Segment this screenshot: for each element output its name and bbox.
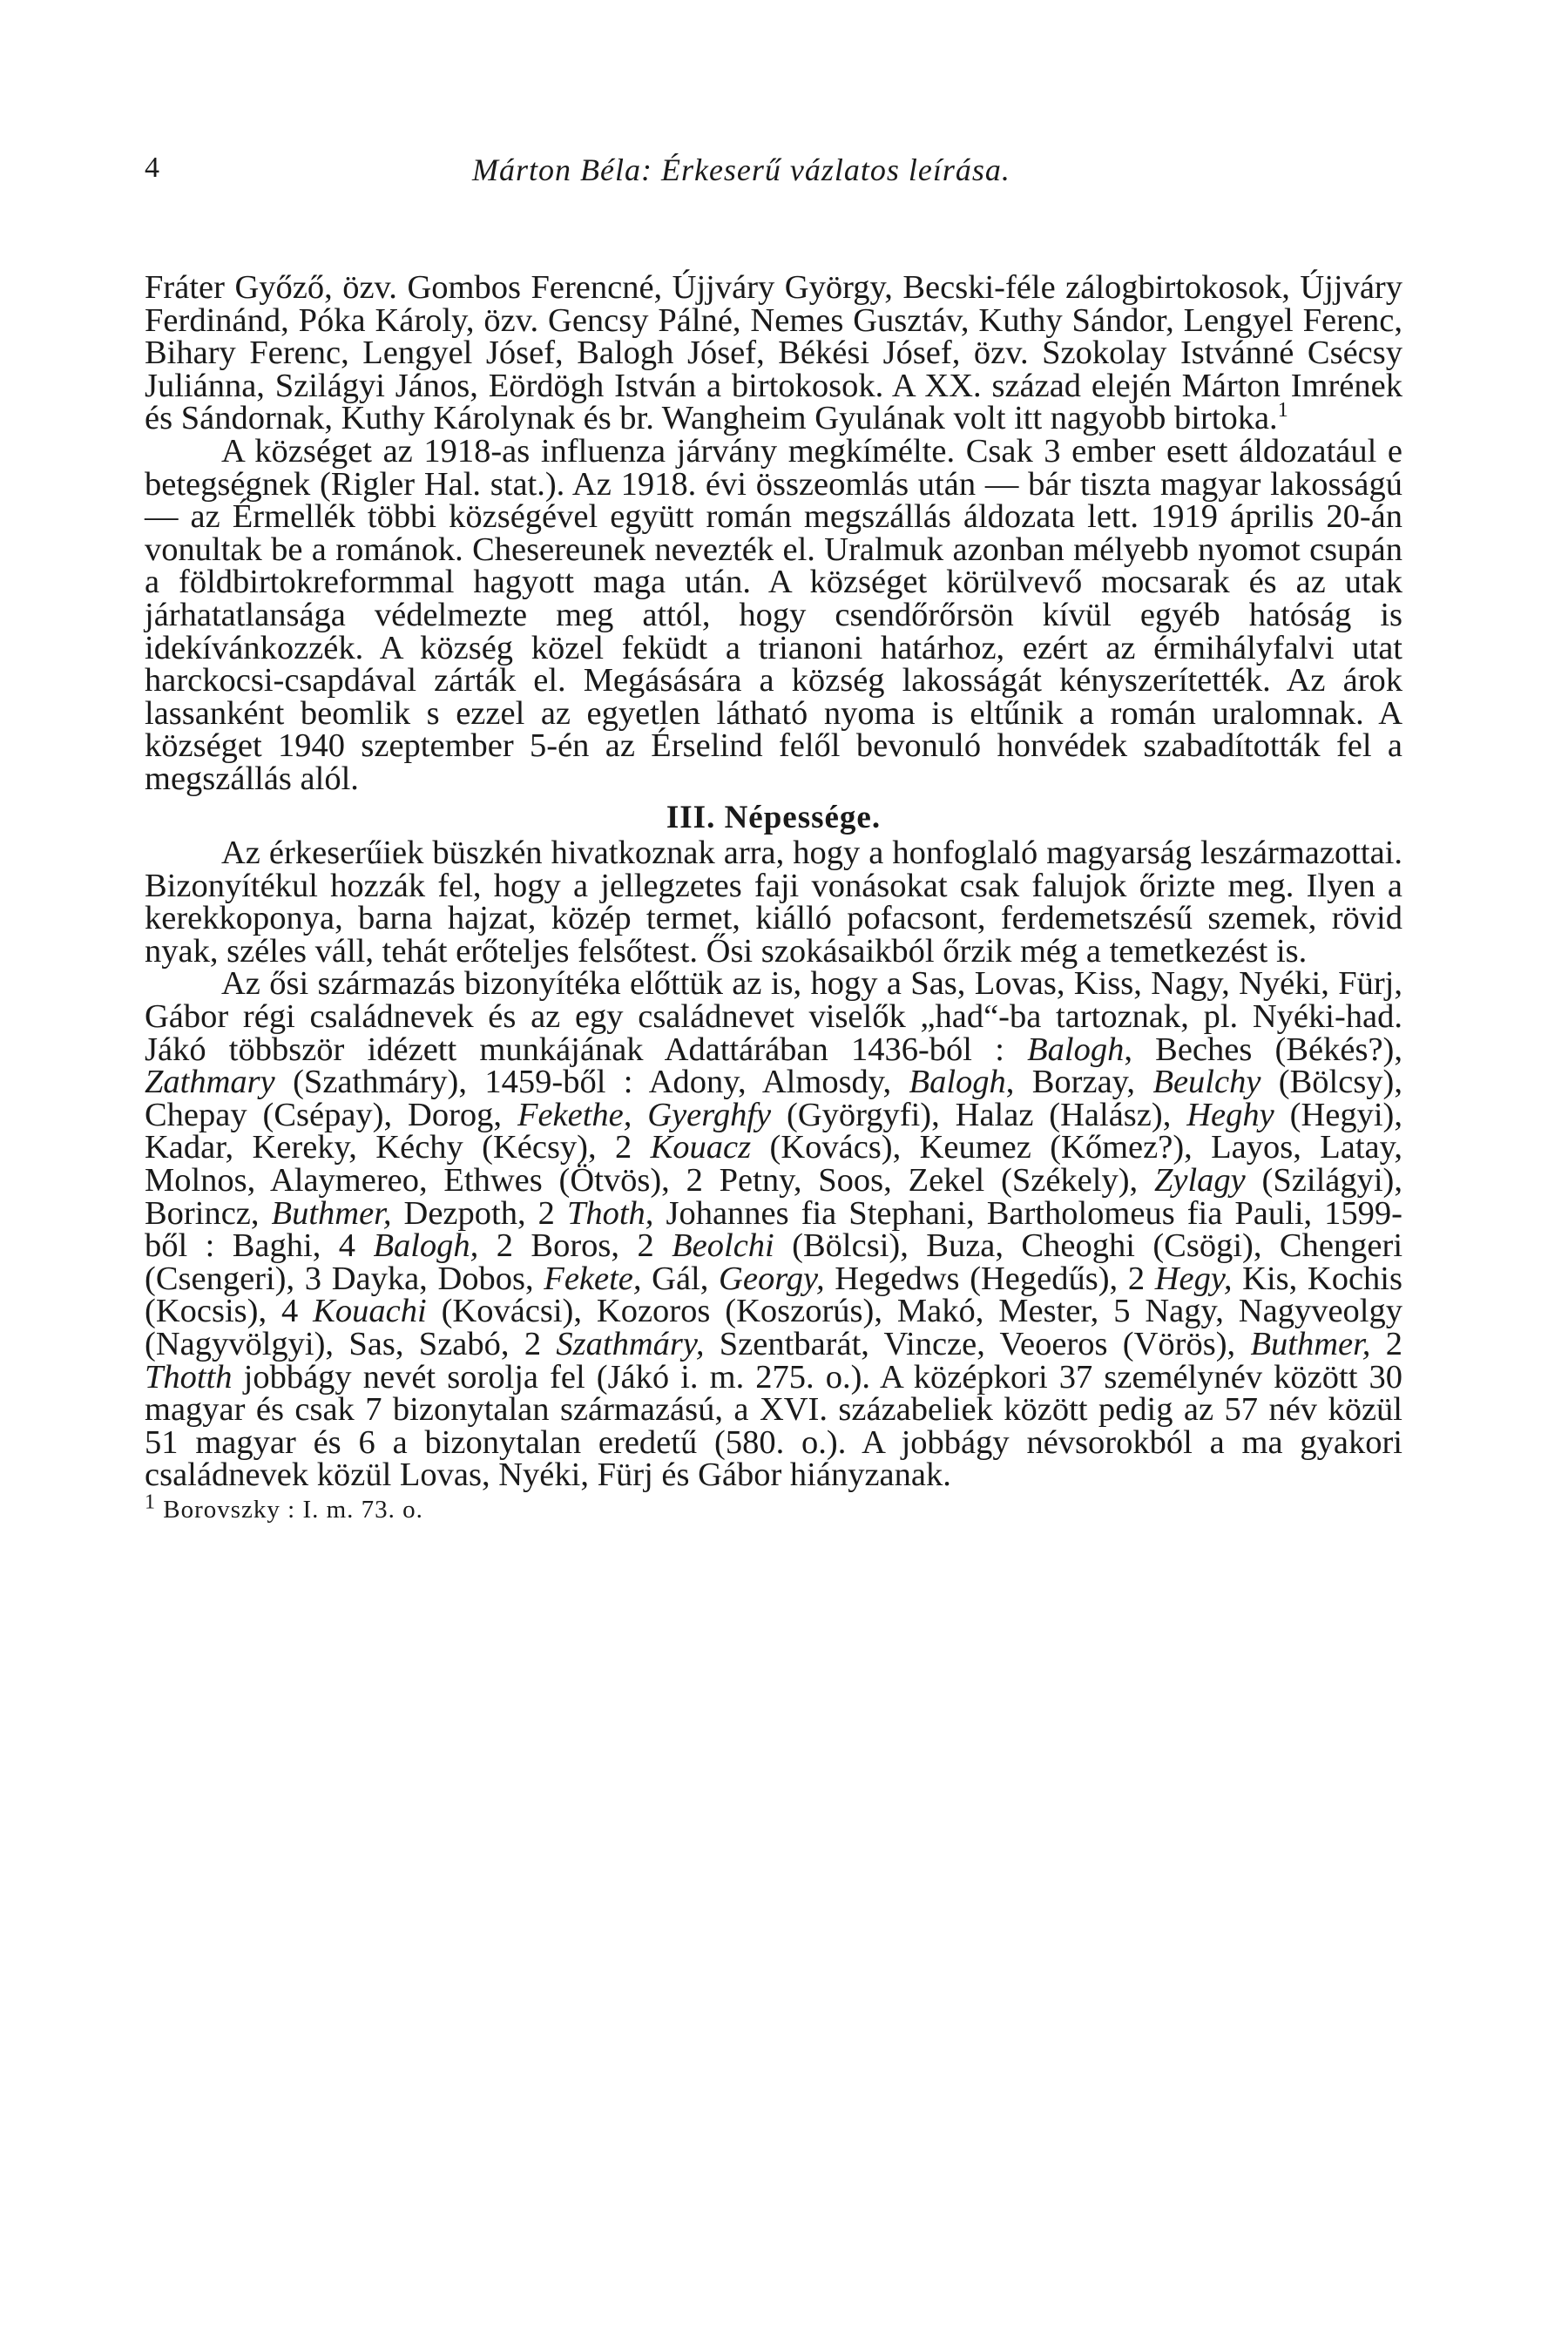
names-text: 2 <box>1370 1326 1403 1362</box>
names-text: (Bölcsi), Buza, Cheoghi (Csögi), Chengeri (Csengeri), 3 Dayka, Dobos, <box>145 1227 1403 1297</box>
section-heading: III. Népessége. <box>666 799 882 835</box>
names-italic: Beolchi <box>672 1227 774 1265</box>
names-italic: Fekete, <box>544 1260 642 1297</box>
names-text: 2 Boros, 2 <box>478 1227 672 1265</box>
names-text: (Györgyfi), Halaz (Halász), <box>771 1096 1187 1133</box>
names-text: Hegedws (Hegedűs), 2 <box>824 1260 1155 1297</box>
names-text: Az ősi származás bizonyítéka előttük az is, hogy a Sas, Lovas, Kiss, Nagy, Nyéki, Fürj, Gábor régi családnevek és az egy családnevet viselők „had“-ba tartoznak, pl. Nyéki-had. Jákó többször idézett munkájának Adattárában 1436-ból : <box>145 965 1402 1068</box>
paragraph-population: Az érkeserűiek büszkén hivatkoznak arra, hogy a honfoglaló magyarság leszármazottai. Bizonyítékul hozzák fel, hogy a jellegzetes faji vonásokat csak falujok őrizte meg. Ilyen a kerekkoponya, barna hajzat, közép termet, kiálló pofacsont, ferdemetszésű szemek, rövid nyak, széles váll, tehát erőteljes felsőtest. Ősi szokásaikból őrzik még a temetkezést is. <box>145 835 1402 970</box>
names-italic: Balogh <box>1027 1031 1125 1068</box>
names-italic: Balogh <box>909 1064 1006 1101</box>
names-italic: Buthmer, <box>271 1194 392 1232</box>
running-head: Márton Béla: Érkeserű vázlatos leírása. <box>472 152 1010 187</box>
names-text: Johannes fia Stephani, Bartholomeus fia Pauli, 1599-ből : Baghi, 4 <box>145 1194 1403 1265</box>
names-text: Dezpoth, 2 <box>391 1194 567 1232</box>
names-text: , Borzay, <box>1005 1064 1153 1101</box>
names-italic: Balogh, <box>373 1227 479 1265</box>
names-text: (Kovács), Keumez (Kőmez?), Layos, Latay, Molnos, Alaymereo, Ethwes (Ötvös), 2 Petny, Soos, Zekel (Székely), <box>145 1129 1402 1200</box>
names-text: Kis, Kochis (Kocsis), 4 <box>145 1260 1402 1330</box>
names-text: Gál, <box>641 1260 720 1297</box>
names-italic: Szathmáry, <box>556 1326 705 1362</box>
names-italic: Kouacz <box>650 1129 752 1166</box>
names-italic: Zylagy <box>1153 1162 1246 1200</box>
names-text: (Kovácsi), Kozoros (Koszorús), Makó, Mester, 5 Nagy, Nagyveolgy (Nagyvölgyi), Sas, Szabó, 2 <box>145 1293 1402 1362</box>
names-italic: Georgy, <box>719 1260 825 1297</box>
names-italic: Thoth, <box>566 1194 654 1232</box>
page-number: 4 <box>145 152 159 184</box>
paragraph-history: A községet az 1918-as influenza járvány megkímélte. Csak 3 ember esett áldozatául e betegségnek (Rigler Hal. stat.). Az 1918. évi összeomlás után — bár tiszta magyar lakosságú — az Érmellék többi községével együtt román megszállás áldozata lett. 1919 április 20-án vonultak be a románok. Chesereunek nevezték el. Uralmuk azonban mélyebb nyomot csupán a földbirtokreformmal hagyott maga után. A községet körülvevő mocsarak és az utak járhatatlansága védelmezte meg attól, hogy csendőrőrsön kívül egyéb hatóság is idekívánkozzék. A község közel feküdt a trianoni határhoz, ezért az érmihályfalvi utat harckocsi-csapdával zárták el. Megásására a község lakosságát kényszerítették. Az árok lassanként beomlik s ezzel az egyetlen látható nyoma is eltűnik a román uralomnak. A községet 1940 szeptember 5-én az Érselind felől bevonuló honvédek szabadították fel a megszállás alól. <box>145 432 1402 797</box>
paragraph-landowners <box>145 269 1402 437</box>
page-header <box>145 146 1402 195</box>
names-text: (Bölcsy), Chepay (Csépay), Dorog, <box>145 1064 1403 1133</box>
names-italic: Heghy <box>1186 1096 1274 1133</box>
names-italic: Thotth <box>145 1358 233 1396</box>
footnote-text: Borovszky : I. m. 73. o. <box>156 1495 423 1524</box>
names-italic: Kouachi <box>313 1293 427 1330</box>
names-italic: Hegy, <box>1154 1260 1233 1297</box>
names-text: (Szathmáry), 1459-ből : Adony, Almosdy, <box>274 1064 909 1101</box>
names-text: (Szilágyi), Borincz, <box>145 1162 1402 1232</box>
footnote <box>145 1490 1402 1525</box>
footnote-marker: 1 <box>145 1490 156 1514</box>
names-italic: Beulchy <box>1152 1064 1261 1101</box>
body-text <box>145 269 1403 1525</box>
paragraph-landowners-text: Fráter Győző, özv. Gombos Ferencné, Újjváry György, Becski-féle zálogbirtokosok, Újjváry Ferdinánd, Póka Károly, özv. Gencsy Pálné, Nemes Gusztáv, Kuthy Sándor, Lengyel Ferenc, Bihary Ferenc, Lengyel Jósef, Balogh Jósef, Békési Jósef, özv. Szokolay Istvánné Csécsy Juliánna, Szilágyi János, Eördögh István a birtokosok. A XX. század elején Márton Imrének és Sándornak, Kuthy Károlynak és br. Wangheim Gyulának volt itt nagyobb birtoka. <box>145 269 1402 437</box>
footnote-reference: 1 <box>1277 399 1288 422</box>
names-text: (Hegyi), Kadar, Kereky, Kéchy (Kécsy), 2 <box>145 1096 1402 1166</box>
names-italic: Buthmer, <box>1250 1326 1371 1362</box>
names-text: Szentbarát, Vincze, Veoeros (Vörös), <box>704 1326 1251 1362</box>
names-text: , Beches (Békés?), <box>1124 1031 1402 1068</box>
names-text: jobbágy nevét sorolja fel (Jákó i. m. 275. o.). A középkori 37 személynév között 30 magyar és csak 7 bizonytalan származású, a XVI. százabeliek között pedig az 57 név közül 51 magyar és 6 a bizonytalan eredetű (580. o.). A jobbágy névsorokból a ma gyakori családnevek közül Lovas, Nyéki, Fürj és Gábor hiányzanak. <box>145 1358 1402 1494</box>
names-italic: Zathmary <box>145 1064 275 1101</box>
paragraph-family-names <box>145 965 1403 1494</box>
names-italic: Fekethe, Gyerghfy <box>517 1096 772 1133</box>
